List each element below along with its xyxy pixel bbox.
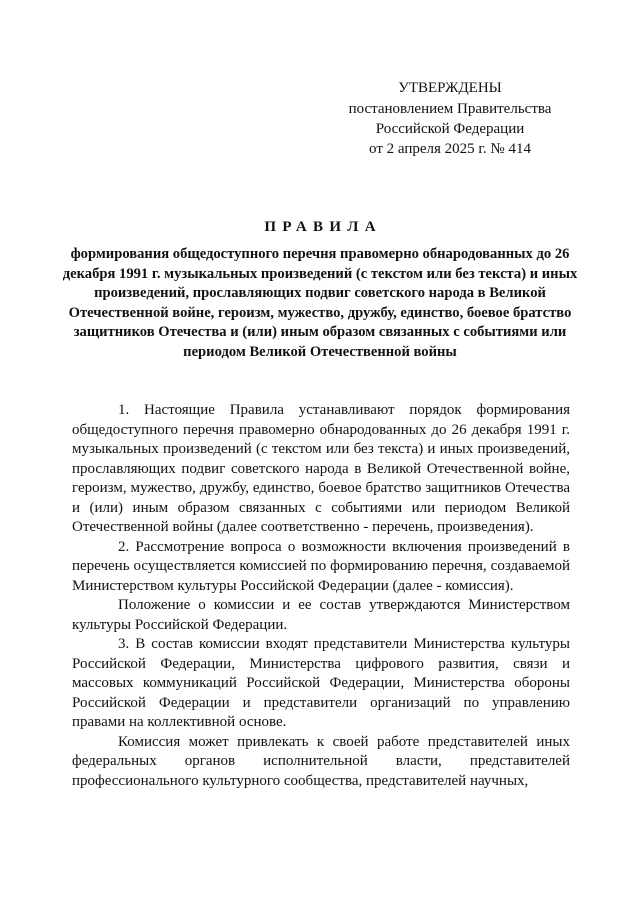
paragraph-1: 1. Настоящие Правила устанавливают порядок формирования общедоступного перечня правомерно обнародованных до 26 декабря 1991 г. музыкальных произведений (с текстом или без текста) и иных произведений, прославляющих подвиг советского народа в Великой Отечественной войне, героизм, мужество, дружбу, единство, боевое братство защитников Отечества и (или) иным образом связанных с событиями или периодом Великой Отечественной войны (далее соответственно - перечень, произведения).	[72, 402, 570, 535]
approved-label: УТВЕРЖДЕНЫ	[398, 80, 502, 96]
paragraph-4: 3. В состав комиссии входят представители Министерства культуры Российской Федерации, Министерства цифрового развития, связи и массовых коммуникаций Российской Федерации, Министерства обороны Российской Федерации и представители организаций по управлению правами на коллективной основе.	[72, 636, 570, 730]
approval-stamp	[330, 78, 570, 159]
approval-line-date-number: от 2 апреля 2025 г. № 414	[369, 141, 531, 157]
document-body	[72, 401, 570, 791]
approval-line-government: Российской Федерации	[375, 121, 525, 137]
document-subtitle: формирования общедоступного перечня правомерно обнародованных до 26 декабря 1991 г. музыкальных произведений (с текстом или без текста) и иных произведений, прославляющих подвиг советского народа в Великой Отечественной войне, героизм, мужество, дружбу, единство, боевое братство защитников Отечества и (или) иным образом связанных с событиями или периодом Великой Отечественной войны	[62, 246, 578, 360]
approval-line-decree: постановлением Правительства	[348, 101, 552, 117]
document-title: ПРАВИЛА	[264, 219, 382, 235]
paragraph-3: Положение о комиссии и ее состав утверждаются Министерством культуры Российской Федерации.	[72, 597, 570, 633]
paragraph-5: Комиссия может привлекать к своей работе представителей иных федеральных органов исполнительной власти, представителей профессионального культурного сообщества, представителей научных,	[72, 733, 570, 789]
document-heading	[60, 216, 580, 363]
paragraph-2: 2. Рассмотрение вопроса о возможности включения произведений в перечень осуществляется комиссией по формированию перечня, создаваемой Министерством культуры Российской Федерации (далее - комиссия).	[72, 538, 570, 594]
